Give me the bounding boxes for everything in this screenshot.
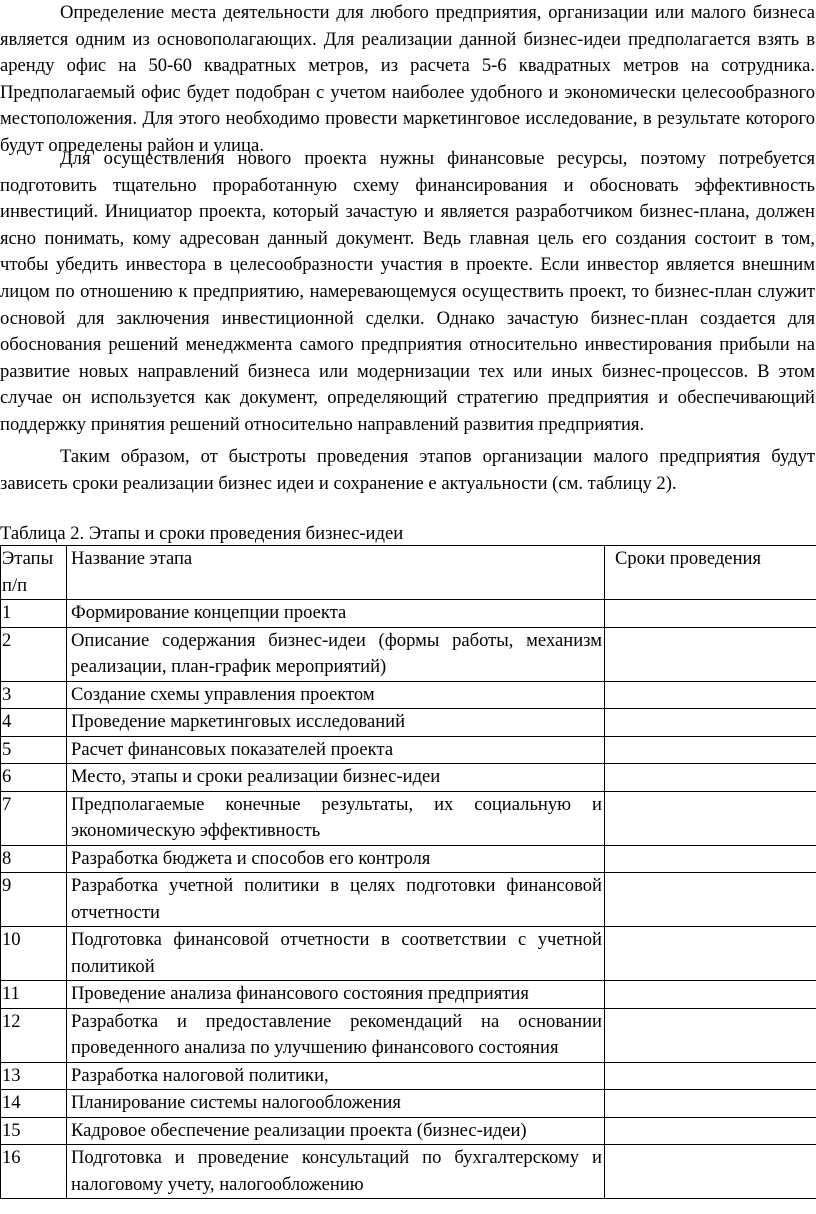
table-row: [1, 927, 816, 981]
row-term-cell: [605, 981, 816, 1009]
row-number-cell: 2: [1, 627, 67, 681]
row-number-cell: 14: [1, 1090, 67, 1118]
header-cell-term: Сроки проведения: [605, 546, 816, 600]
row-name-cell: Предполагаемые конечные результаты, их социальную и экономическую эффективность: [67, 791, 605, 845]
row-number-cell: 10: [1, 927, 67, 981]
row-term-cell: [605, 791, 816, 845]
row-name-cell: Проведение анализа финансового состояния предприятия: [67, 981, 605, 1009]
paragraph-location: Определение места деятельности для любого предприятия, организации или малого бизнеса является одним из основополагающих. Для реализации данной бизнес-идеи предполагается взять в аренду офис на 50-60 квадратных метров, из расчета 5-6 квадратных метров на сотрудника. Предполагаемый офис будет подобран с учетом наиболее удобного и экономически целесообразного местоположения. Для этого необходимо провести маркетинговое исследование, в результате которого будут определены район и улица.: [0, 2, 815, 156]
row-number-cell: 1: [1, 600, 67, 628]
table-row: [1, 681, 816, 709]
row-term-cell: [605, 873, 816, 927]
table-row: [1, 627, 816, 681]
header-cell-name: Название этапа: [67, 546, 605, 600]
stages-table: [0, 545, 816, 1199]
row-term-cell: [605, 1117, 816, 1145]
row-name-cell: Кадровое обеспечение реализации проекта (бизнес-идеи): [67, 1117, 605, 1145]
row-number-cell: 12: [1, 1008, 67, 1062]
row-term-cell: [605, 845, 816, 873]
row-number-cell: 13: [1, 1062, 67, 1090]
row-number-cell: 8: [1, 845, 67, 873]
row-term-cell: [605, 600, 816, 628]
row-number-cell: 16: [1, 1145, 67, 1199]
row-name-cell: Разработка бюджета и способов его контроля: [67, 845, 605, 873]
row-name-cell: Расчет финансовых показателей проекта: [67, 736, 605, 764]
row-name-cell: Подготовка и проведение консультаций по бухгалтерскому и налоговому учету, налогообложению: [67, 1145, 605, 1199]
row-number-cell: 4: [1, 709, 67, 737]
row-term-cell: [605, 627, 816, 681]
row-term-cell: [605, 1008, 816, 1062]
row-name-cell: Разработка учетной политики в целях подготовки финансовой отчетности: [67, 873, 605, 927]
row-term-cell: [605, 764, 816, 792]
table-row: [1, 1117, 816, 1145]
row-number-cell: 3: [1, 681, 67, 709]
table-row: [1, 873, 816, 927]
paragraph-financing: Для осуществления нового проекта нужны финансовые ресурсы, поэтому потребуется подготовить тщательно проработанную схему финансирования и обосновать эффективность инвестиций. Инициатор проекта, который зачастую и является разработчиком бизнес-плана, должен ясно понимать, кому адресован данный документ. Ведь главная цель его создания состоит в том, чтобы убедить инвестора в целесообразности участия в проекте. Если инвестор является внешним лицом по отношению к предприятию, намеревающемуся осуществить проект, то бизнес-план служит основой для заключения инвестиционной сделки. Однако зачастую бизнес-план создается для обоснования решений менеджмента самого предприятия относительно инвестирования прибыли на развитие новых направлений бизнеса или модернизации тех или иных бизнес-процессов. В этом случае он используется как документ, определяющий стратегию предприятия и обеспечивающий поддержку принятия решений относительно направлений развития предприятия.: [0, 148, 815, 435]
table-row: [1, 1145, 816, 1199]
row-number-cell: 6: [1, 764, 67, 792]
table-row: [1, 981, 816, 1009]
table-row: [1, 1090, 816, 1118]
row-number-cell: 9: [1, 873, 67, 927]
table-row: [1, 709, 816, 737]
row-name-cell: Разработка налоговой политики,: [67, 1062, 605, 1090]
row-name-cell: Разработка и предоставление рекомендаций на основании проведенного анализа по улучшению финансового состояния: [67, 1008, 605, 1062]
row-term-cell: [605, 736, 816, 764]
table-row: [1, 736, 816, 764]
table-row: [1, 764, 816, 792]
table-header-row: [1, 546, 816, 600]
table-row: [1, 845, 816, 873]
row-term-cell: [605, 709, 816, 737]
row-name-cell: Формирование концепции проекта: [67, 600, 605, 628]
table-row: [1, 791, 816, 845]
row-name-cell: Подготовка финансовой отчетности в соответствии с учетной политикой: [67, 927, 605, 981]
table-row: [1, 600, 816, 628]
table-row: [1, 1062, 816, 1090]
row-term-cell: [605, 927, 816, 981]
row-term-cell: [605, 1145, 816, 1199]
row-name-cell: Описание содержания бизнес-идеи (формы работы, механизм реализации, план-график мероприятий): [67, 627, 605, 681]
row-number-cell: 15: [1, 1117, 67, 1145]
row-term-cell: [605, 1062, 816, 1090]
row-name-cell: Место, этапы и сроки реализации бизнес-идеи: [67, 764, 605, 792]
paragraph-conclusion: Таким образом, от быстроты проведения этапов организации малого предприятия будут зависеть сроки реализации бизнес идеи и сохранение е актуальности (см. таблицу 2).: [0, 446, 815, 494]
header-cell-number: Этапы п/п: [1, 546, 67, 600]
row-name-cell: Проведение маркетинговых исследований: [67, 709, 605, 737]
row-number-cell: 5: [1, 736, 67, 764]
row-term-cell: [605, 681, 816, 709]
row-number-cell: 7: [1, 791, 67, 845]
row-number-cell: 11: [1, 981, 67, 1009]
table-caption: Таблица 2. Этапы и сроки проведения бизнес-идеи: [0, 523, 404, 544]
row-term-cell: [605, 1090, 816, 1118]
row-name-cell: Создание схемы управления проектом: [67, 681, 605, 709]
table-row: [1, 1008, 816, 1062]
row-name-cell: Планирование системы налогообложения: [67, 1090, 605, 1118]
